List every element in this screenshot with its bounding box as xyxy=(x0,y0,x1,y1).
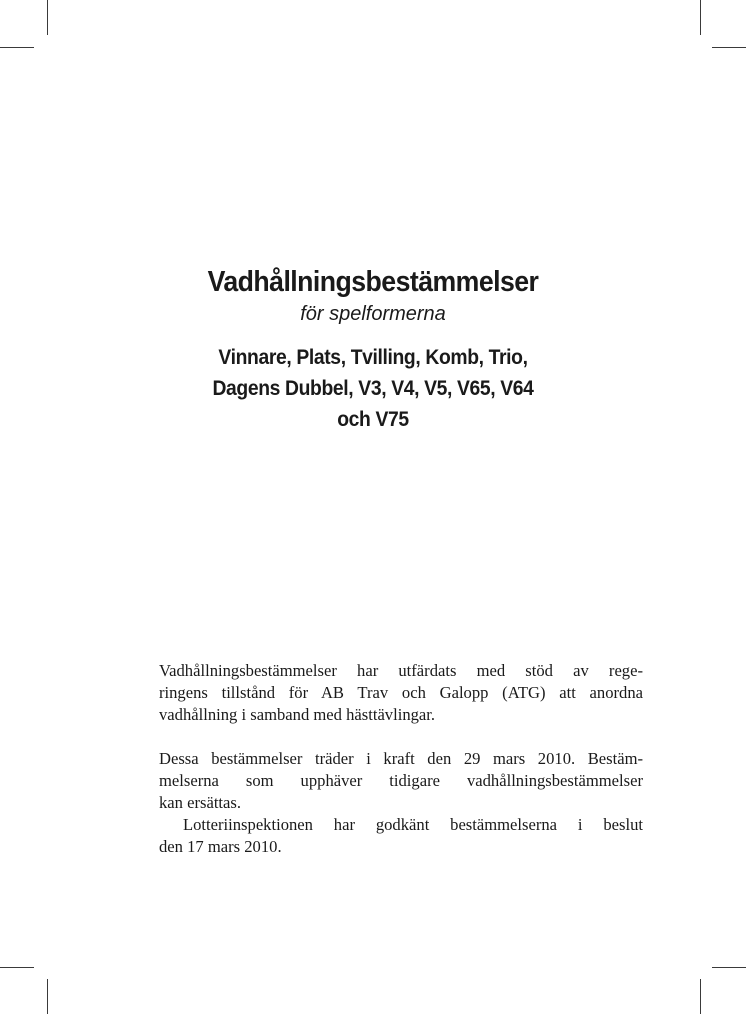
document-title: Vadhållningsbestämmelser xyxy=(207,266,539,298)
paragraph-gap xyxy=(159,726,643,748)
title-block xyxy=(0,262,746,435)
crop-mark-bottom-left-vertical xyxy=(47,979,48,1014)
crop-mark-top-left-vertical xyxy=(47,0,48,35)
text-line: melserna som upphäver tidigare vadhållningsbestämmelser xyxy=(159,771,643,790)
text-line: vadhållning i samband med hästtävlingar. xyxy=(159,705,436,724)
text-line: Vadhållningsbestämmelser har utfärdats med stöd av rege- xyxy=(159,661,643,680)
game-types-line: och V75 xyxy=(337,408,409,431)
text-line: Dessa bestämmelser träder i kraft den 29 mars 2010. Bestäm- xyxy=(159,749,643,768)
crop-mark-top-left-horizontal xyxy=(0,47,34,48)
game-types-line: Dagens Dubbel, V3, V4, V5, V65, V64 xyxy=(212,377,534,400)
text-line: ringens tillstånd för AB Trav och Galopp (ATG) att anordna xyxy=(159,683,643,702)
paragraph-approval xyxy=(159,814,643,858)
body-text xyxy=(159,660,643,858)
crop-mark-top-right-vertical xyxy=(700,0,701,35)
crop-mark-top-right-horizontal xyxy=(712,47,746,48)
crop-mark-bottom-left-horizontal xyxy=(0,967,34,968)
game-types-list xyxy=(30,342,716,435)
document-subtitle: för spelformerna xyxy=(300,303,446,325)
game-types-line: Vinnare, Plats, Tvilling, Komb, Trio, xyxy=(218,346,528,369)
crop-mark-bottom-right-vertical xyxy=(700,979,701,1014)
text-line: den 17 mars 2010. xyxy=(159,837,282,856)
paragraph-issuance xyxy=(159,660,643,726)
text-line: Lotteriinspektionen har godkänt bestämmelserna i beslut xyxy=(183,815,643,834)
text-line: kan ersättas. xyxy=(159,793,242,812)
crop-mark-bottom-right-horizontal xyxy=(712,967,746,968)
paragraph-effective-date xyxy=(159,748,643,814)
